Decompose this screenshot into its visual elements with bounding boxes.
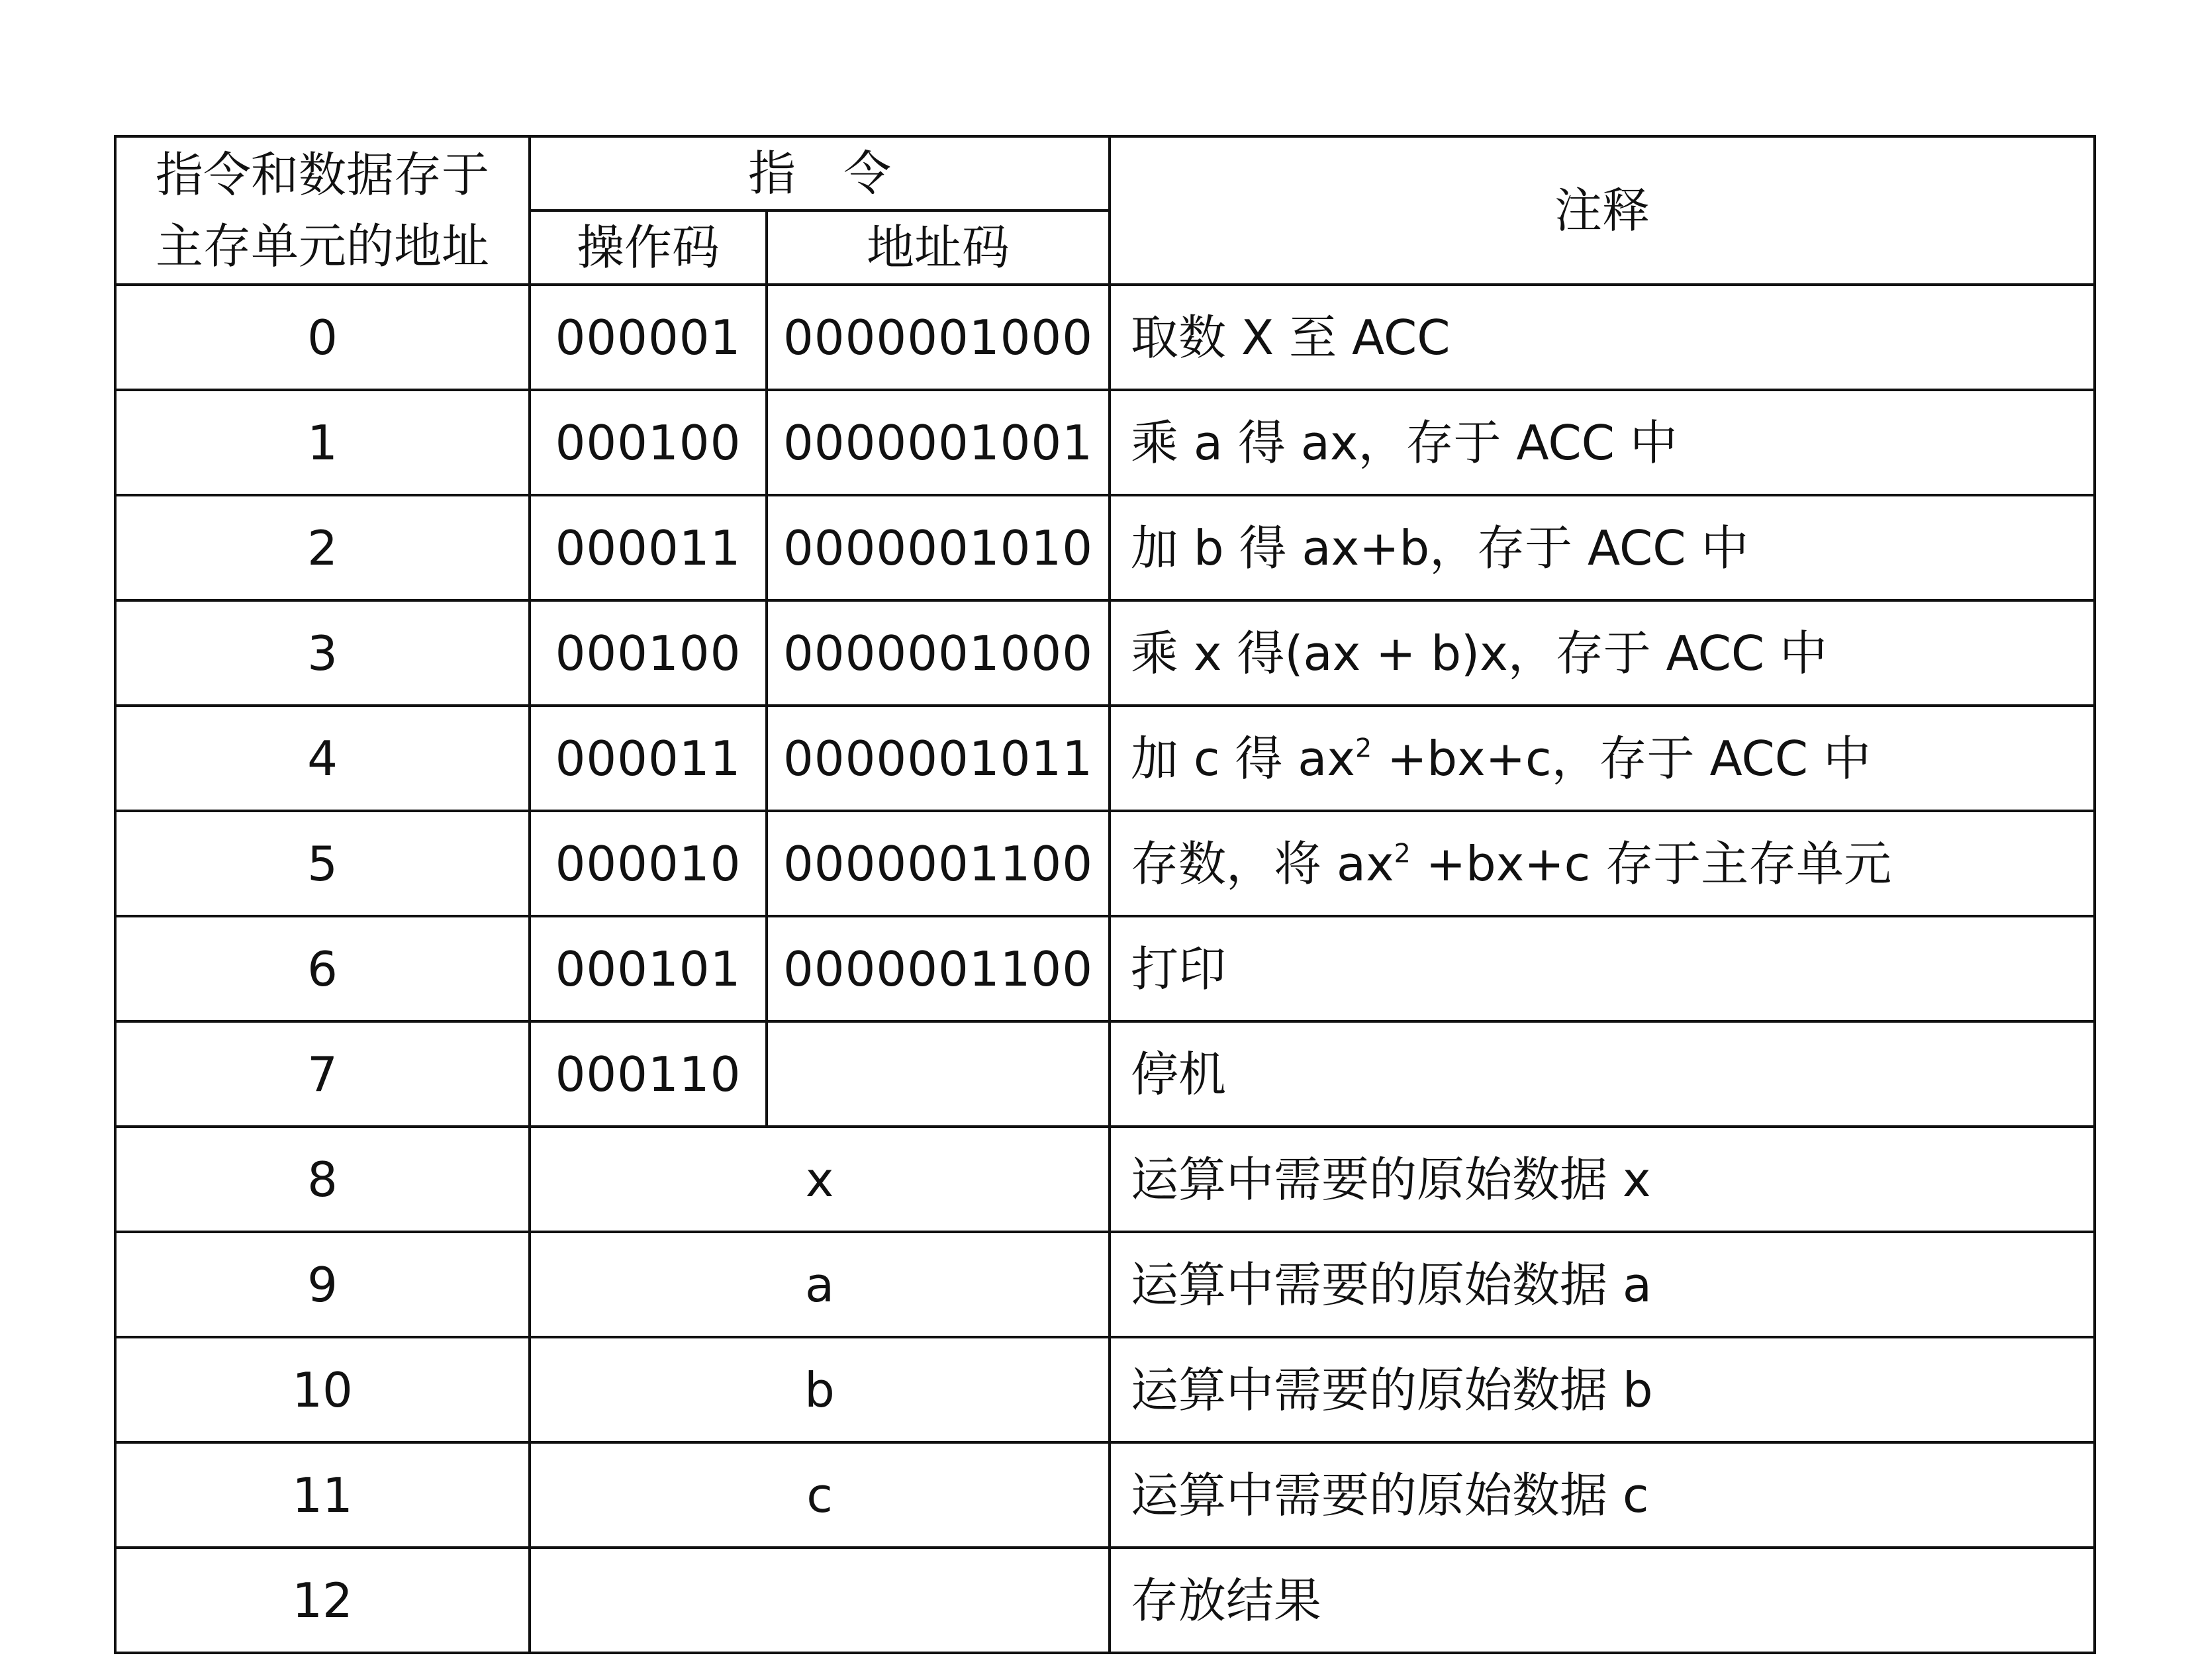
header-address-line2: 主存单元的地址 [155,218,489,274]
cell-address: 0 [115,285,530,390]
cell-note: 运算中需要的原始数据 c [1110,1442,2095,1548]
cell-note [1110,706,2095,811]
table-row [115,600,2095,706]
cell-address: 2 [115,495,530,600]
note-text-post: +bx+c，存于 ACC 中 [1372,730,1871,786]
note-text-pre: 存数，将 ax [1131,835,1394,892]
cell-address: 8 [115,1127,530,1232]
cell-address-code [767,1021,1110,1127]
header-address-line1: 指令和数据存于 [155,147,489,203]
cell-opcode: 000101 [530,916,767,1021]
table-row [115,1337,2095,1442]
cell-opcode: 000001 [530,285,767,390]
cell-address-code: 0000001011 [767,706,1110,811]
cell-note: 运算中需要的原始数据 b [1110,1337,2095,1442]
cell-data: c [530,1442,1110,1548]
table-row [115,1021,2095,1127]
cell-address-code: 0000001001 [767,390,1110,495]
table-row [115,1127,2095,1232]
table-row [115,811,2095,916]
table-row [115,706,2095,811]
header-address-code: 地址码 [767,210,1110,285]
header-address [115,136,530,285]
cell-address: 6 [115,916,530,1021]
table-row [115,390,2095,495]
cell-address: 7 [115,1021,530,1127]
header-opcode: 操作码 [530,210,767,285]
cell-address-code: 0000001010 [767,495,1110,600]
note-superscript: 2 [1394,837,1411,868]
cell-address: 12 [115,1548,530,1653]
instruction-table [114,135,2096,1654]
header-instruction: 指 令 [530,136,1110,210]
header-row-1 [115,136,2095,210]
table-row [115,285,2095,390]
cell-opcode: 000100 [530,600,767,706]
note-text-post: +bx+c 存于主存单元 [1410,835,1892,892]
note-superscript: 2 [1355,732,1372,763]
cell-note: 存放结果 [1110,1548,2095,1653]
cell-address: 5 [115,811,530,916]
cell-note: 运算中需要的原始数据 a [1110,1232,2095,1337]
cell-address: 9 [115,1232,530,1337]
cell-address-code: 0000001000 [767,285,1110,390]
cell-address-code: 0000001100 [767,811,1110,916]
table-row [115,1232,2095,1337]
cell-note: 停机 [1110,1021,2095,1127]
cell-address: 11 [115,1442,530,1548]
cell-note [1110,811,2095,916]
cell-opcode: 000011 [530,495,767,600]
cell-note: 运算中需要的原始数据 x [1110,1127,2095,1232]
cell-note: 打印 [1110,916,2095,1021]
note-text-pre: 加 c 得 ax [1131,730,1355,786]
cell-address: 1 [115,390,530,495]
cell-opcode: 000100 [530,390,767,495]
cell-data: x [530,1127,1110,1232]
cell-note: 乘 x 得(ax + b)x，存于 ACC 中 [1110,600,2095,706]
cell-data: b [530,1337,1110,1442]
cell-address: 10 [115,1337,530,1442]
cell-address: 3 [115,600,530,706]
header-note: 注释 [1110,136,2095,285]
table-row [115,1548,2095,1653]
table-row [115,495,2095,600]
cell-address-code: 0000001000 [767,600,1110,706]
table-row [115,1442,2095,1548]
cell-opcode: 000110 [530,1021,767,1127]
cell-note: 加 b 得 ax+b，存于 ACC 中 [1110,495,2095,600]
cell-note: 乘 a 得 ax，存于 ACC 中 [1110,390,2095,495]
cell-address: 4 [115,706,530,811]
cell-data: a [530,1232,1110,1337]
cell-opcode: 000010 [530,811,767,916]
cell-note: 取数 X 至 ACC [1110,285,2095,390]
cell-opcode: 000011 [530,706,767,811]
table-row [115,916,2095,1021]
cell-data [530,1548,1110,1653]
cell-address-code: 0000001100 [767,916,1110,1021]
